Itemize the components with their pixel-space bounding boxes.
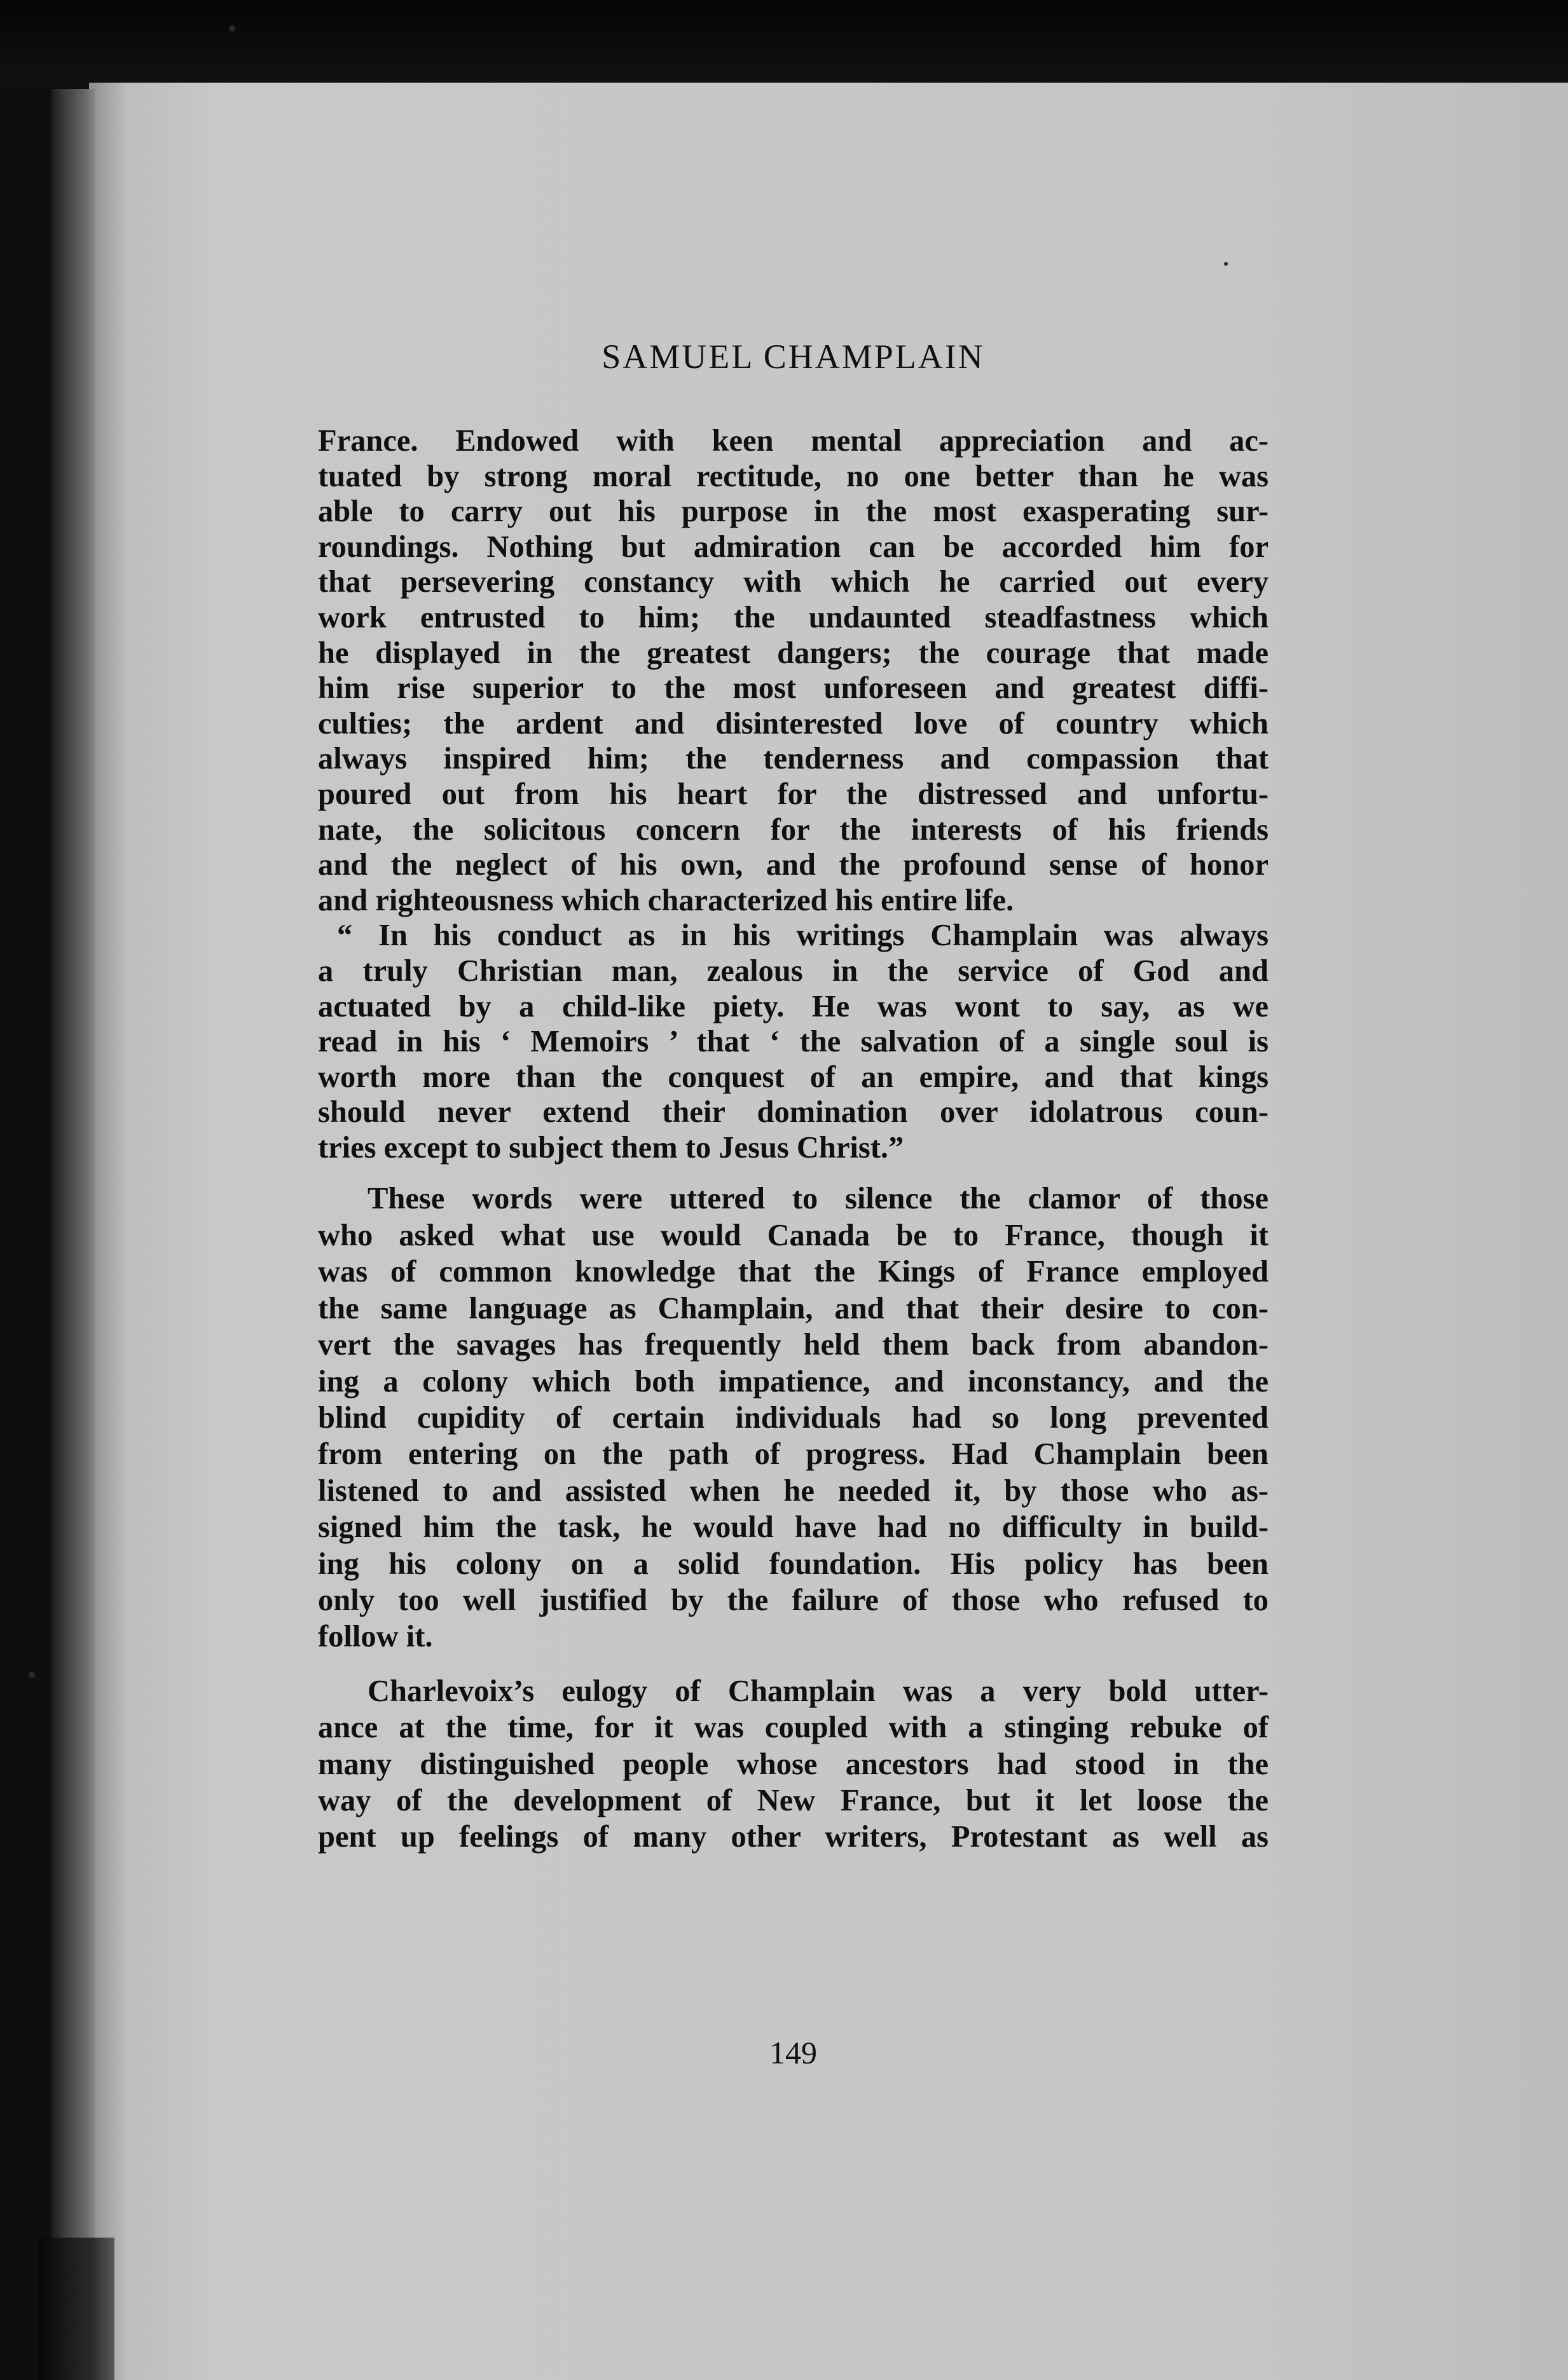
- text-line: blind cupidity of certain individuals had so long prevented: [318, 1400, 1269, 1435]
- text-line: from entering on the path of progress. Had Champlain been: [318, 1437, 1269, 1472]
- paragraph-1: [318, 423, 1269, 918]
- text-line: nate, the solicitous concern for the interests of his friends: [318, 812, 1269, 847]
- text-line: roundings. Nothing but admiration can be accorded him for: [318, 530, 1269, 564]
- text-line: listened to and assisted when he needed it, by those who as-: [318, 1474, 1269, 1508]
- paragraph-3: [318, 1180, 1269, 1655]
- text-line: ing a colony which both impatience, and inconstancy, and the: [318, 1364, 1269, 1399]
- text-line: pent up feelings of many other writers, Protestant as well as: [318, 1820, 1269, 1854]
- body-text: [318, 420, 1269, 1856]
- text-line: work entrusted to him; the undaunted steadfastness which: [318, 600, 1269, 634]
- text-line: and the neglect of his own, and the profound sense of honor: [318, 848, 1269, 882]
- text-line: “ In his conduct as in his writings Champlain was always: [337, 919, 1269, 953]
- text-line: ance at the time, for it was coupled with a stinging rebuke of: [318, 1711, 1269, 1745]
- text-line: and righteousness which characterized his entire life.: [318, 883, 1014, 917]
- text-line: signed him the task, he would have had no difficulty in build-: [318, 1510, 1269, 1545]
- text-line: only too well justified by the failure of those who refused to: [318, 1583, 1269, 1617]
- text-line: vert the savages has frequently held them back from abandon-: [318, 1328, 1269, 1362]
- dust-speck: [229, 25, 235, 32]
- running-head: SAMUEL CHAMPLAIN: [602, 338, 985, 376]
- text-line: who asked what use would Canada be to France, though it: [318, 1218, 1269, 1252]
- text-line: These words were uttered to silence the clamor of those: [368, 1182, 1269, 1216]
- text-line: a truly Christian man, zealous in the service of God and: [318, 954, 1269, 988]
- page-spine-edge: [51, 89, 95, 2380]
- top-shadow: [0, 0, 1568, 86]
- text-line: many distinguished people whose ancestors had stood in the: [318, 1747, 1269, 1781]
- text-line: poured out from his heart for the distressed and unfortu-: [318, 777, 1269, 811]
- dust-speck: [29, 1672, 35, 1678]
- text-line: culties; the ardent and disinterested love of country which: [318, 706, 1269, 741]
- text-line: was of common knowledge that the Kings of France employed: [318, 1255, 1269, 1289]
- text-line: actuated by a child-like piety. He was wont to say, as we: [318, 989, 1269, 1023]
- text-line: way of the development of New France, but it let loose the: [318, 1783, 1269, 1817]
- text-line: France. Endowed with keen mental appreciation and ac-: [318, 424, 1269, 458]
- text-line: that persevering constancy with which he carried out every: [318, 565, 1269, 599]
- dust-speck: [1224, 262, 1228, 266]
- text-line: should never extend their domination over idolatrous coun-: [318, 1095, 1269, 1130]
- paragraph-2: [318, 918, 1269, 1165]
- text-line: tuated by strong moral rectitude, no one better than he was: [318, 459, 1269, 493]
- text-line: follow it.: [318, 1620, 433, 1654]
- text-line: tries except to subject them to Jesus Christ.”: [318, 1130, 904, 1165]
- text-line: read in his ‘ Memoirs ’ that ‘ the salvation of a single soul is: [318, 1025, 1269, 1059]
- text-line: Charlevoix’s eulogy of Champlain was a very bold utter-: [368, 1674, 1269, 1708]
- text-line: the same language as Champlain, and that their desire to con-: [318, 1291, 1269, 1325]
- text-line: he displayed in the greatest dangers; the courage that made: [318, 636, 1269, 670]
- text-line: him rise superior to the most unforeseen and greatest diffi-: [318, 671, 1269, 706]
- text-line: worth more than the conquest of an empire, and that kings: [318, 1060, 1269, 1094]
- page-number: 149: [769, 2035, 817, 2070]
- binding-shadow: [38, 2238, 114, 2380]
- text-line: able to carry out his purpose in the most exasperating sur-: [318, 495, 1269, 529]
- text-line: always inspired him; the tenderness and compassion that: [318, 742, 1269, 776]
- paragraph-4: [318, 1673, 1269, 1856]
- text-line: ing his colony on a solid foundation. His policy has been: [318, 1547, 1269, 1581]
